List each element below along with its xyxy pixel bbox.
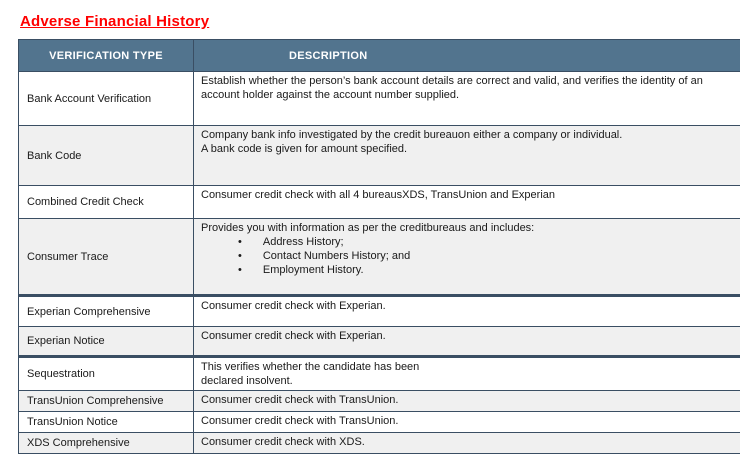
table-row [19,327,740,357]
verification-type-cell: TransUnion Comprehensive [19,391,194,412]
description-cell [194,186,740,219]
description-line: Establish whether the person’s bank account details are correct and valid, and verifies the identity of an [201,74,740,88]
bullet-icon: • [238,235,242,249]
description-line: Consumer credit check with all 4 bureausXDS, TransUnion and Experian [201,188,740,202]
header-row [19,40,740,72]
description-line: Consumer credit check with Experian. [201,329,740,343]
description-cell [194,412,740,433]
verification-type-cell: Sequestration [19,357,194,391]
table-row [19,412,740,433]
description-cell [194,433,740,454]
table-row [19,186,740,219]
description-line: This verifies whether the candidate has been [201,360,740,374]
verification-type-cell: Bank Account Verification [19,72,194,126]
bullet-text: Employment History. [263,263,364,277]
verification-type-cell: Experian Comprehensive [19,296,194,327]
description-line: Consumer credit check with TransUnion. [201,393,740,407]
description-cell [194,327,740,357]
description-line: declared insolvent. [201,374,740,388]
description-line: Consumer credit check with Experian. [201,299,740,313]
table-row [19,219,740,296]
description-line: account holder against the account number supplied. [201,88,740,102]
verification-type-cell: TransUnion Notice [19,412,194,433]
table-header [19,40,740,72]
bullet-text: Address History; [263,235,344,249]
verification-type-cell: XDS Comprehensive [19,433,194,454]
bullet-item [201,235,740,249]
description-cell [194,391,740,412]
verification-type-cell: Combined Credit Check [19,186,194,219]
verification-type-cell: Consumer Trace [19,219,194,296]
table-row [19,296,740,327]
description-line: Consumer credit check with TransUnion. [201,414,740,428]
description-line: Provides you with information as per the creditbureaus and includes: [201,221,740,235]
page-title: Adverse Financial History [20,13,723,30]
bullet-icon: • [238,263,242,277]
description-cell [194,72,740,126]
table-row [19,72,740,126]
verification-table [18,39,740,454]
table-body [19,72,740,454]
description-cell [194,357,740,391]
description-cell [194,126,740,186]
verification-type-cell: Experian Notice [19,327,194,357]
description-line: Company bank info investigated by the credit bureauon either a company or individual. [201,128,740,142]
description-line: Consumer credit check with XDS. [201,435,740,449]
table-row [19,433,740,454]
column-header-verification-type: VERIFICATION TYPE [19,40,194,72]
table-row [19,391,740,412]
table-row [19,357,740,391]
description-cell [194,219,740,296]
table-row [19,126,740,186]
bullet-icon: • [238,249,242,263]
description-line: A bank code is given for amount specified. [201,142,740,156]
column-header-description: DESCRIPTION [194,40,740,72]
verification-type-cell: Bank Code [19,126,194,186]
bullet-text: Contact Numbers History; and [263,249,410,263]
bullet-item [201,249,740,263]
description-cell [194,296,740,327]
bullet-item [201,263,740,277]
